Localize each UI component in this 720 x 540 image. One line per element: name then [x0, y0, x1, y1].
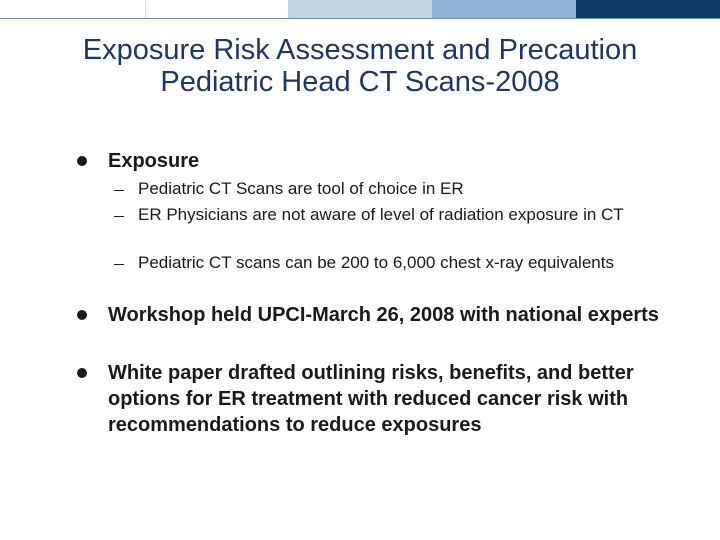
top-bar-segment-4: [432, 0, 576, 18]
dash-icon: [114, 264, 124, 265]
top-bar-segment-5: [576, 0, 720, 18]
sub-bullet-text: Pediatric CT Scans are tool of choice in ER: [138, 179, 464, 198]
bullet-dot-icon: [77, 156, 87, 166]
top-bar-segment-3: [288, 0, 432, 18]
bullet-dot-icon: [77, 368, 87, 378]
top-color-bar: [0, 0, 720, 18]
top-bar-segment-2: [145, 0, 288, 18]
dash-icon: [114, 216, 124, 217]
top-bar-segment-1: [0, 0, 145, 18]
slide-title-line-1: Exposure Risk Assessment and Precaution: [82, 34, 638, 66]
bullet-dot-icon: [77, 310, 87, 320]
bullet-text: White paper drafted outlining risks, benefits, and better options for ER treatment with reduced cancer risk with recommendations to reduce exposures: [108, 362, 634, 436]
slide-title: [0, 34, 720, 98]
slide-title-line-2: Pediatric Head CT Scans-2008: [160, 66, 560, 98]
bullet-text: Exposure: [108, 150, 200, 172]
sub-bullet-text: ER Physicians are not aware of level of radiation exposure in CT: [138, 205, 624, 224]
sub-bullet-text: Pediatric CT scans can be 200 to 6,000 chest x-ray equivalents: [138, 253, 614, 272]
dash-icon: [114, 190, 124, 191]
bullet-text: Workshop held UPCI-March 26, 2008 with national experts: [108, 304, 659, 326]
top-divider: [0, 18, 720, 19]
